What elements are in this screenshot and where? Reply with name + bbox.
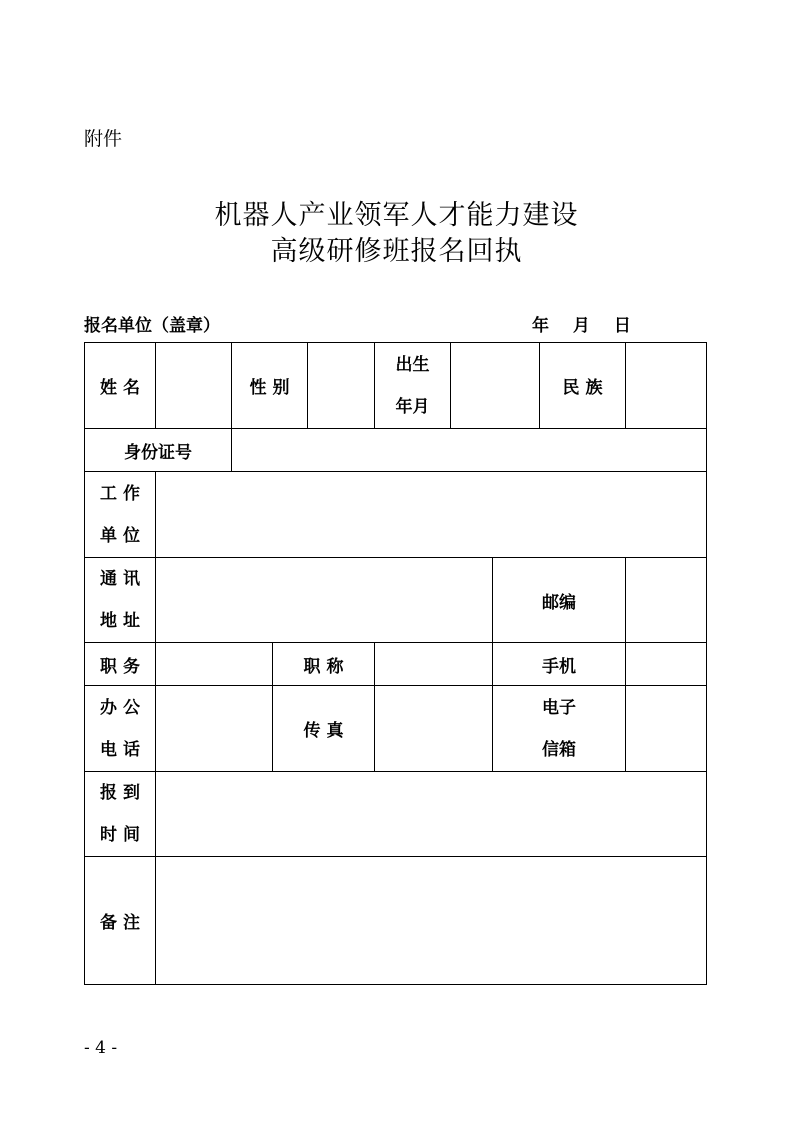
remarks-label: 备 注 [85,857,156,985]
fax-field[interactable] [375,686,493,772]
id-number-field[interactable] [232,429,707,472]
birth-label [375,343,451,429]
work-unit-label-line2: 单 位 [100,525,140,546]
email-label-line2: 信箱 [542,739,577,760]
address-label [85,558,156,643]
mobile-field[interactable] [626,643,707,686]
page-title-line1: 机器人产业领军人才能力建设 [214,200,579,231]
page-number: - 4 - [84,1038,118,1058]
ethnicity-label: 民 族 [540,343,626,429]
date-row [532,311,631,336]
birth-label-line1: 出生 [395,354,430,375]
year-label: 年 [532,316,549,336]
gender-label: 性 别 [232,343,308,429]
ethnicity-field[interactable] [626,343,707,429]
name-label: 姓 名 [85,343,156,429]
arrival-time-label [85,772,156,857]
postcode-label: 邮编 [493,558,626,643]
registration-form-table [84,342,707,985]
office-phone-label-line1: 办 公 [100,697,140,718]
email-label [493,686,626,772]
table-row [85,643,707,686]
job-title-label: 职 称 [273,643,375,686]
birth-label-line2: 年月 [395,396,430,417]
postcode-field[interactable] [626,558,707,643]
work-unit-field[interactable] [156,472,707,558]
office-phone-label-line2: 电 话 [100,739,140,760]
address-label-line2: 地 址 [100,611,140,631]
mobile-label: 手机 [493,643,626,686]
id-number-label: 身份证号 [85,429,232,472]
address-label-line1: 通 讯 [100,569,140,589]
page-title-line2: 高级研修班报名回执 [270,236,523,267]
work-unit-label [85,472,156,558]
work-unit-label-line1: 工 作 [100,483,140,504]
office-phone-label [85,686,156,772]
gender-field[interactable] [308,343,375,429]
fax-label: 传 真 [273,686,375,772]
arrival-time-field[interactable] [156,772,707,857]
table-row [85,472,707,558]
birth-field[interactable] [451,343,540,429]
day-label: 日 [613,316,631,336]
office-phone-field[interactable] [156,686,273,772]
table-row [85,857,707,985]
job-title-field[interactable] [375,643,493,686]
name-field[interactable] [156,343,232,429]
month-label: 月 [572,316,590,336]
arrival-time-label-line2: 时 间 [100,825,140,845]
email-field[interactable] [626,686,707,772]
registering-unit-label: 报名单位（盖章） [84,316,220,336]
email-label-line1: 电子 [542,697,577,718]
remarks-field[interactable] [156,857,707,985]
table-row [85,686,707,772]
table-row [85,343,707,429]
attachment-label: 附件 [84,128,123,150]
table-row [85,558,707,643]
position-label: 职 务 [85,643,156,686]
table-row [85,429,707,472]
address-field[interactable] [156,558,493,643]
table-row [85,772,707,857]
position-field[interactable] [156,643,273,686]
arrival-time-label-line1: 报 到 [100,783,140,803]
